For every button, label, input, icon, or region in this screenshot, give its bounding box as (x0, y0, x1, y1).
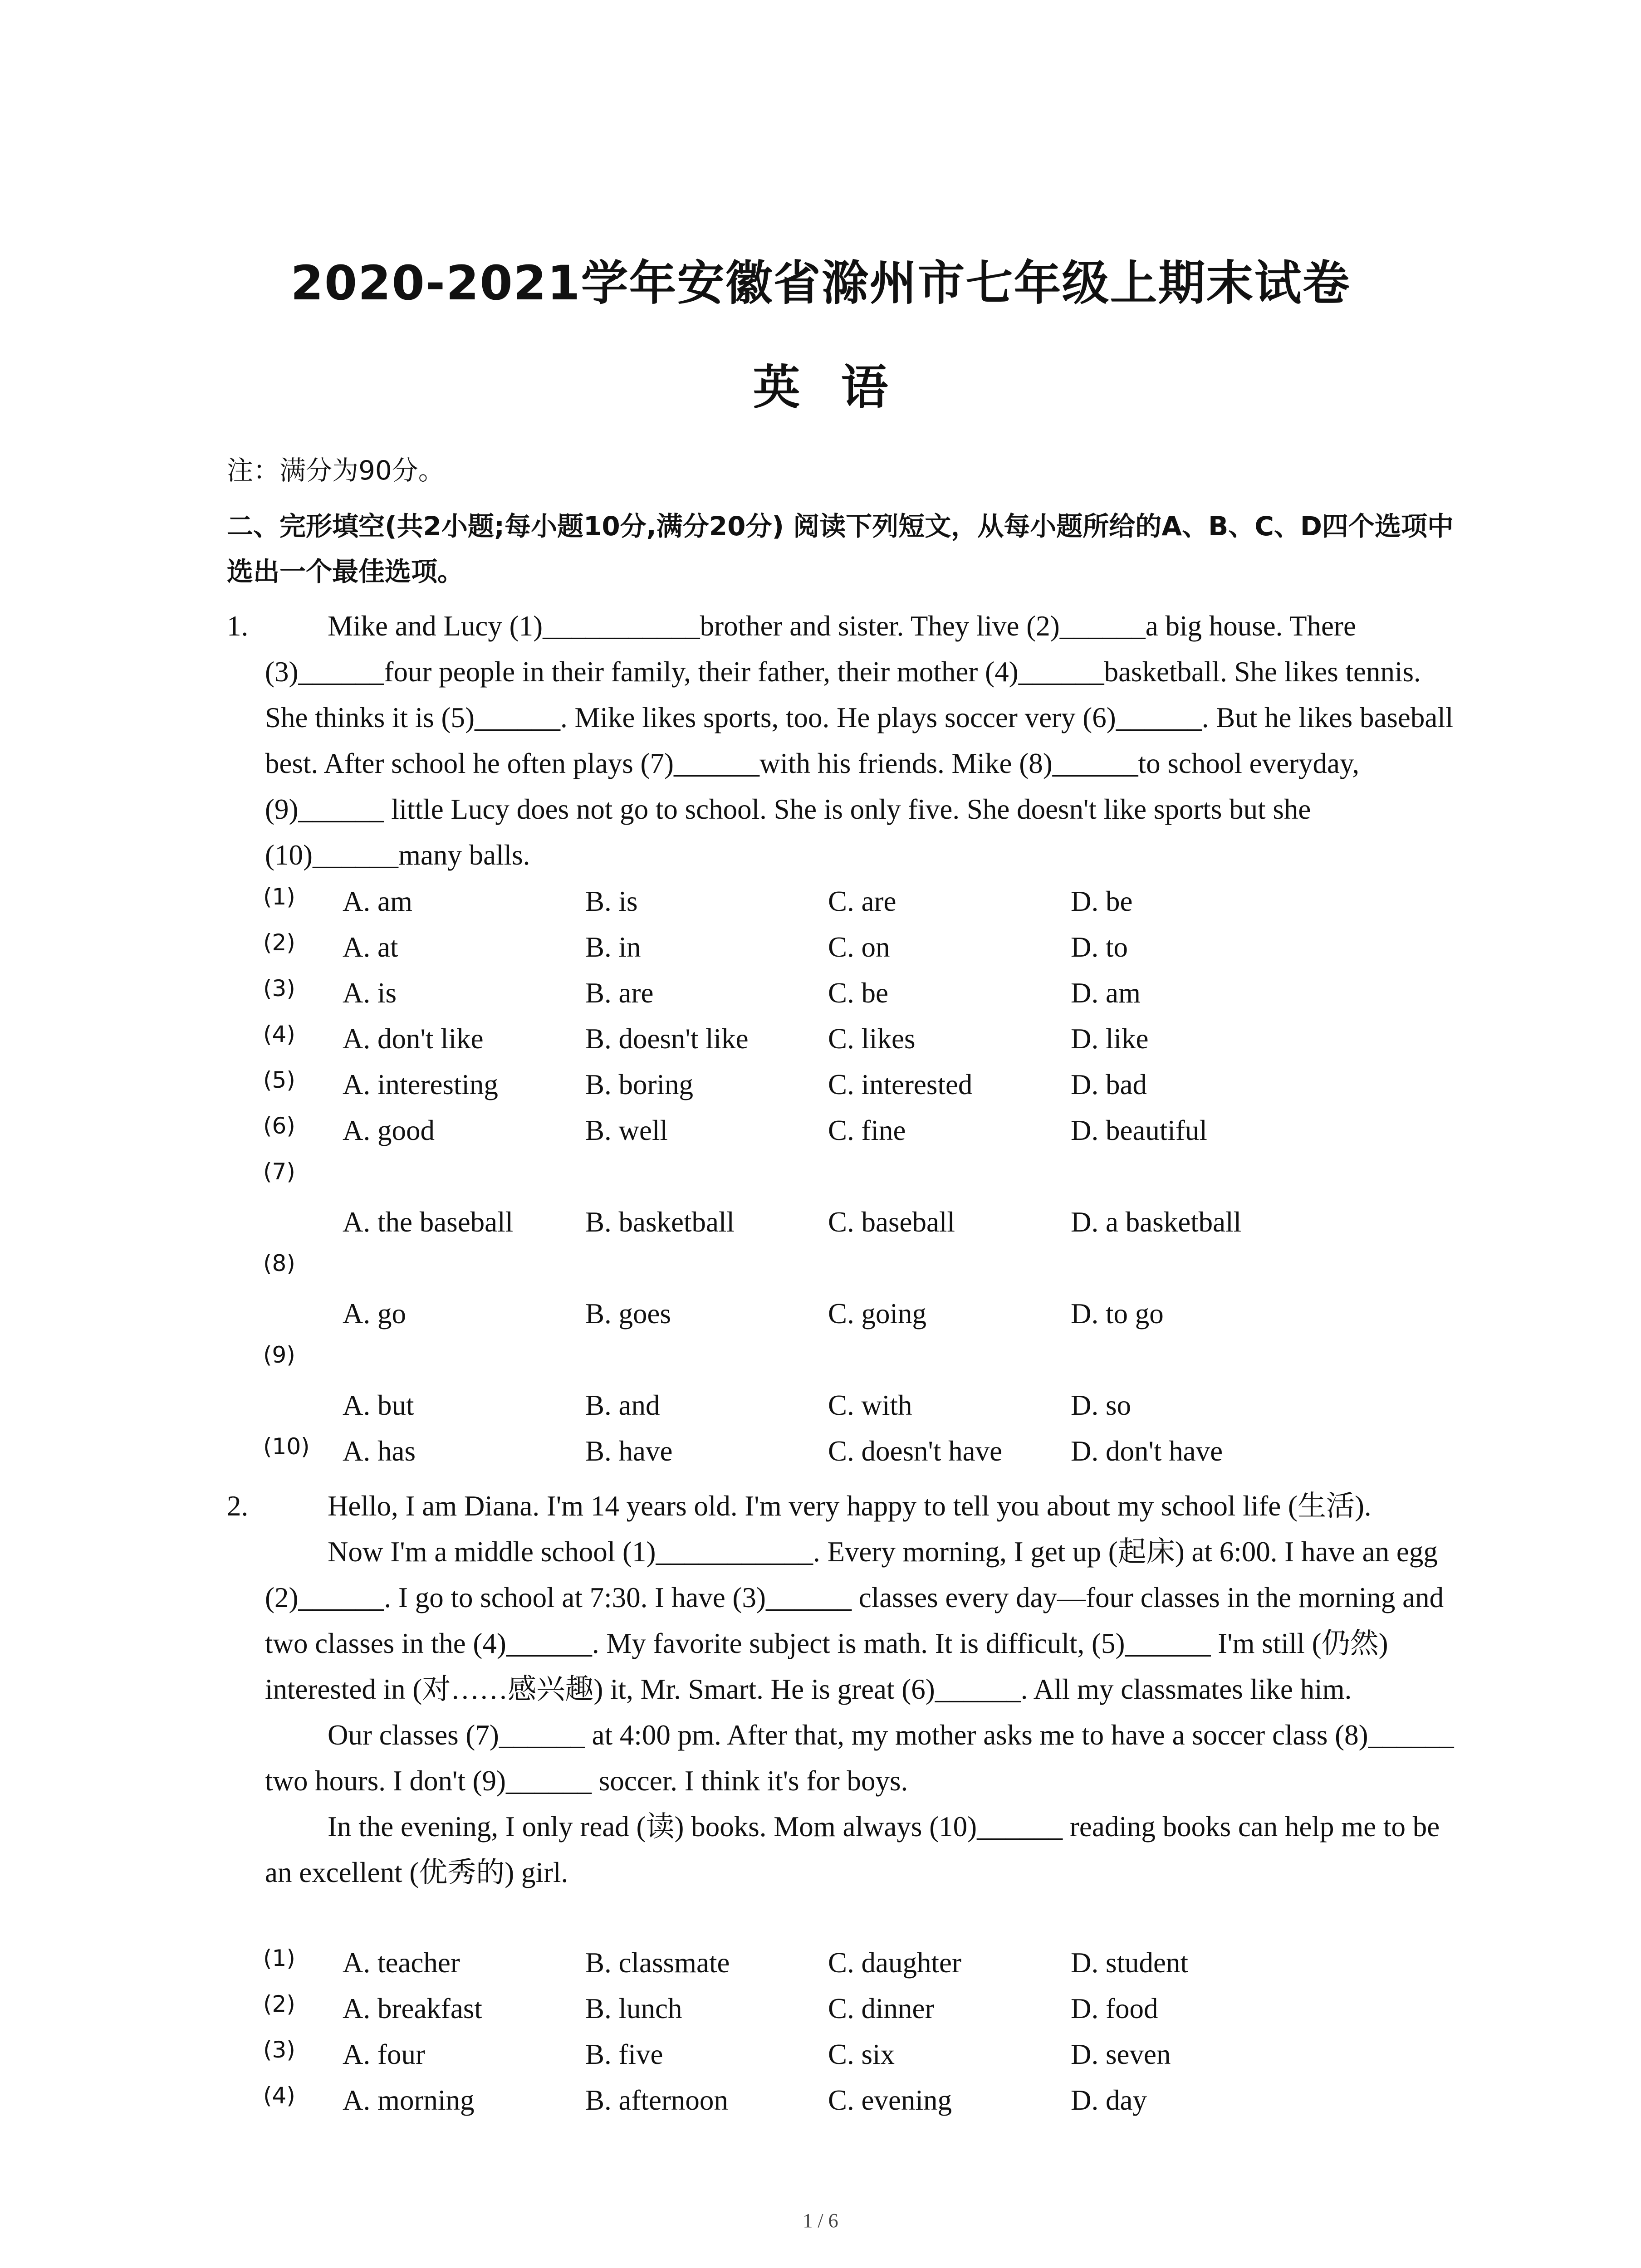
option-c[interactable]: C. going (828, 1298, 927, 1330)
passage-paragraph: Our classes (7)______ at 4:00 pm. After that, my mother asks me to have a soccer class (8)______ two hours. I don't (9)______ soccer. I think it's for boys. (265, 1719, 1454, 1797)
option-d[interactable]: D. to (1071, 931, 1128, 963)
passage-paragraph: Hello, I am Diana. I'm 14 years old. I'm very happy to tell you about my school life (生活). (328, 1490, 1372, 1522)
subject-title: 英语 (753, 360, 929, 415)
question-row (263, 1154, 1443, 1245)
option-b[interactable]: B. goes (585, 1298, 671, 1330)
question-number: (1) (263, 884, 295, 910)
passage-2 (227, 1483, 1461, 1896)
option-d[interactable]: D. student (1071, 1947, 1188, 1979)
option-a[interactable]: A. at (343, 931, 398, 963)
page-title: 2020-2021学年安徽省滁州市七年级上期末试卷 (290, 255, 1351, 311)
option-b[interactable]: B. doesn't like (585, 1023, 749, 1055)
option-c[interactable]: C. on (828, 931, 890, 963)
option-a[interactable]: A. am (343, 885, 412, 917)
question-row (263, 2032, 1443, 2077)
option-a[interactable]: A. the baseball (343, 1206, 514, 1238)
option-c[interactable]: C. daughter (828, 1947, 961, 1979)
option-a[interactable]: A. morning (343, 2084, 475, 2116)
passage-1 (227, 603, 1461, 878)
option-d[interactable]: D. bad (1071, 1069, 1147, 1100)
question-row (263, 2077, 1443, 2123)
option-a[interactable]: A. four (343, 2038, 425, 2070)
passage-paragraph: Now I'm a middle school (1)___________. Every morning, I get up (起床) at 6:00. I have an egg (2)______. I go to school at 7:30. I have (3)______ classes every day—four classes in the morning and two classes in the (4)______. My favorite subject is math. It is difficult, (5)______ I'm still (仍然) interested in (对……感兴趣) it, Mr. Smart. He is great (6)______. All my classmates like him. (265, 1536, 1444, 1705)
question-number: (6) (263, 1113, 295, 1139)
question-number: (3) (263, 2037, 295, 2063)
question-row (263, 970, 1443, 1016)
question-number: (8) (263, 1250, 295, 1276)
passage-number: 1. (227, 610, 249, 642)
option-d[interactable]: D. seven (1071, 2038, 1171, 2070)
option-b[interactable]: B. and (585, 1389, 660, 1421)
option-a[interactable]: A. but (343, 1389, 414, 1421)
options-list-1 (263, 879, 1443, 1474)
option-c[interactable]: C. evening (828, 2084, 952, 2116)
question-row (263, 1428, 1443, 1474)
option-a[interactable]: A. go (343, 1298, 406, 1330)
section-heading: 二、完形填空(共2小题;每小题10分,满分20分) 阅读下列短文，从每小题所给的A、B、C、D四个选项中选出一个最佳选项。 (227, 511, 1454, 587)
option-a[interactable]: A. teacher (343, 1947, 460, 1979)
question-number: (10) (263, 1433, 310, 1460)
option-c[interactable]: C. with (828, 1389, 912, 1421)
question-row (263, 924, 1443, 970)
option-a[interactable]: A. has (343, 1435, 416, 1467)
question-number: (9) (263, 1342, 295, 1368)
option-c[interactable]: C. fine (828, 1114, 906, 1146)
question-number: (2) (263, 1991, 295, 2017)
option-a[interactable]: A. interesting (343, 1069, 498, 1100)
score-note: 注：满分为90分。 (227, 455, 445, 486)
question-row (263, 1337, 1443, 1428)
option-d[interactable]: D. to go (1071, 1298, 1164, 1330)
option-d[interactable]: D. don't have (1071, 1435, 1223, 1467)
option-a[interactable]: A. is (343, 977, 397, 1009)
option-d[interactable]: D. a basketball (1071, 1206, 1242, 1238)
option-a[interactable]: A. breakfast (343, 1993, 482, 2024)
question-number: (3) (263, 975, 295, 1002)
option-d[interactable]: D. be (1071, 885, 1133, 917)
question-number: (2) (263, 929, 295, 956)
option-a[interactable]: A. good (343, 1114, 435, 1146)
option-b[interactable]: B. are (585, 977, 654, 1009)
option-c[interactable]: C. be (828, 977, 888, 1009)
option-d[interactable]: D. food (1071, 1993, 1158, 2024)
passage-paragraph: Mike and Lucy (1)___________brother and sister. They live (2)______a big house. There (3)______four people in their family, their father, their mother (4)______basketball. She likes tennis. She thinks it is (5)______. Mike likes sports, too. He plays soccer very (6)______. But he likes baseball best. After school he often plays (7)______with his friends. Mike (8)______to school everyday, (9)______ little Lucy does not go to school. She is only five. She doesn't like sports but she (10)______many balls. (265, 610, 1454, 871)
question-row (263, 1986, 1443, 2032)
question-row (263, 1245, 1443, 1337)
option-b[interactable]: B. well (585, 1114, 668, 1146)
options-list-2 (263, 1940, 1443, 2123)
option-c[interactable]: C. are (828, 885, 896, 917)
page-number: 1 / 6 (803, 2209, 838, 2232)
option-d[interactable]: D. day (1071, 2084, 1147, 2116)
question-row (263, 1062, 1443, 1108)
option-a[interactable]: A. don't like (343, 1023, 484, 1055)
question-row (263, 879, 1443, 924)
option-c[interactable]: C. interested (828, 1069, 973, 1100)
option-b[interactable]: B. basketball (585, 1206, 735, 1238)
question-number: (4) (263, 1021, 295, 1047)
option-b[interactable]: B. have (585, 1435, 673, 1467)
option-b[interactable]: B. is (585, 885, 638, 917)
option-b[interactable]: B. afternoon (585, 2084, 728, 2116)
passage-paragraph: In the evening, I only read (读) books. Mom always (10)______ reading books can help me to be an excellent (优秀的) girl. (265, 1811, 1440, 1888)
question-number: (4) (263, 2082, 295, 2109)
option-b[interactable]: B. lunch (585, 1993, 682, 2024)
option-d[interactable]: D. like (1071, 1023, 1149, 1055)
option-b[interactable]: B. classmate (585, 1947, 730, 1979)
option-b[interactable]: B. five (585, 2038, 663, 2070)
option-c[interactable]: C. six (828, 2038, 895, 2070)
option-c[interactable]: C. dinner (828, 1993, 935, 2024)
question-number: (5) (263, 1067, 295, 1093)
option-b[interactable]: B. in (585, 931, 641, 963)
question-row (263, 1108, 1443, 1154)
option-c[interactable]: C. doesn't have (828, 1435, 1003, 1467)
question-row (263, 1940, 1443, 1986)
question-number: (7) (263, 1158, 295, 1185)
option-d[interactable]: D. am (1071, 977, 1141, 1009)
option-d[interactable]: D. so (1071, 1389, 1132, 1421)
option-d[interactable]: D. beautiful (1071, 1114, 1207, 1146)
question-number: (1) (263, 1945, 295, 1971)
option-c[interactable]: C. baseball (828, 1206, 955, 1238)
passage-number: 2. (227, 1490, 249, 1522)
question-row (263, 1016, 1443, 1062)
option-b[interactable]: B. boring (585, 1069, 694, 1100)
option-c[interactable]: C. likes (828, 1023, 916, 1055)
